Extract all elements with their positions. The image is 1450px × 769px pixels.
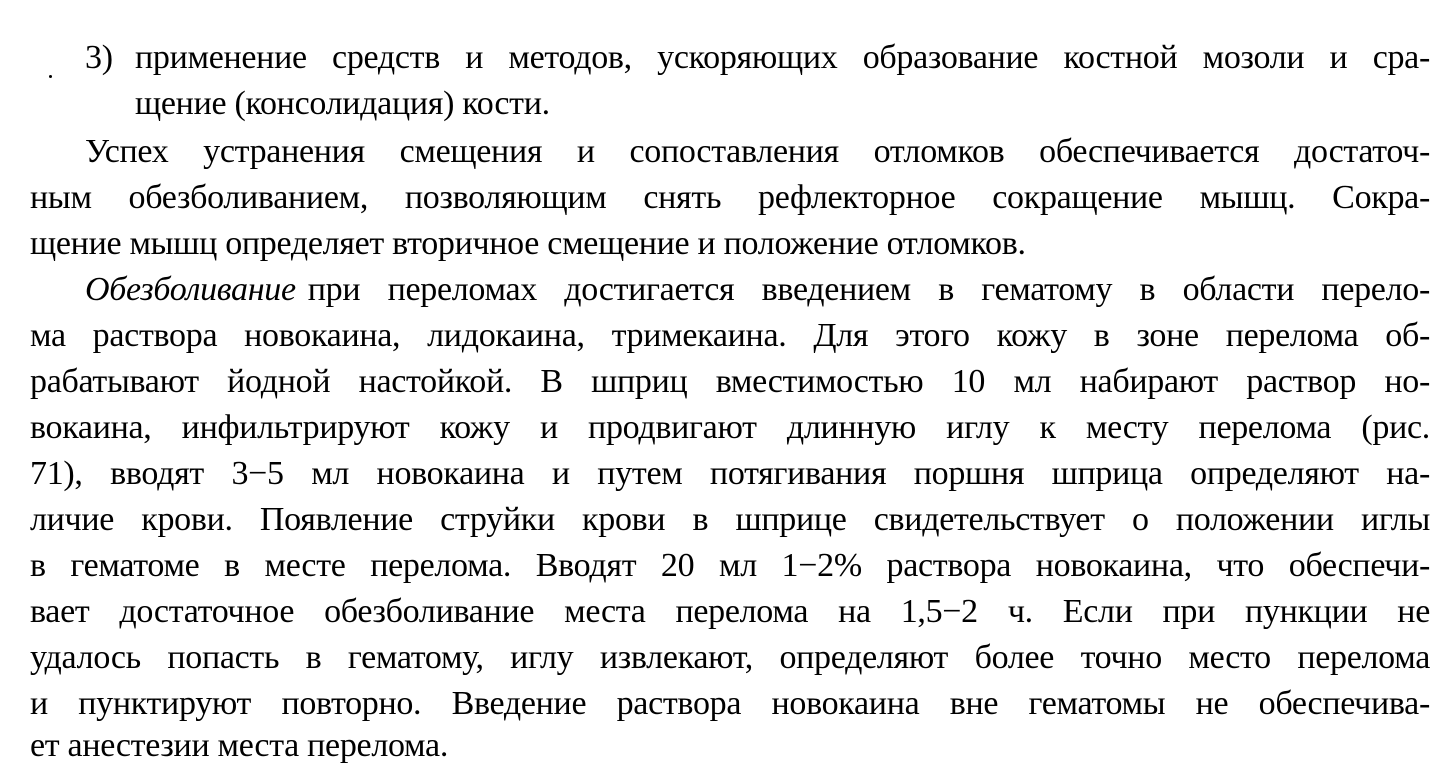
list-item-number: 3) [85, 39, 113, 76]
paragraph-2-line-11: ет анестезии места перелома. [30, 727, 449, 764]
paragraph-2-line-3: рабатывают йодной настойкой. В шприц вместимостью 10 мл набирают раствор но- [30, 363, 1430, 400]
paragraph-2-line-8: вает достаточное обезболивание места перелома на 1,5−2 ч. Если при пункции не [30, 593, 1430, 630]
paragraph-1-line-3: щение мышц определяет вторичное смещение и положение отломков. [30, 225, 1026, 262]
paragraph-2-line-10: и пунктируют повторно. Введение раствора новокаина вне гематомы не обеспечива- [30, 685, 1430, 722]
list-item-line-2: щение (консолидация) кости. [135, 85, 550, 122]
paragraph-2-line-1-text: при переломах достигается введением в гематому в области перело- [307, 271, 1430, 308]
term-anesthesia: Обезболивание [85, 271, 296, 308]
paragraph-2-line-9: удалось попасть в гематому, иглу извлекают, определяют более точно место перелома [30, 639, 1430, 676]
paragraph-1-line-2: ным обезболиванием, позволяющим снять рефлекторное сокращение мышц. Сокра- [30, 179, 1430, 216]
paragraph-1-line-1: Успех устранения смещения и сопоставления отломков обеспечивается достаточ- [85, 133, 1430, 170]
paragraph-2-line-1 [85, 270, 1430, 310]
paragraph-2-line-2: ма раствора новокаина, лидокаина, тримекаина. Для этого кожу в зоне перелома об- [30, 317, 1430, 354]
paragraph-2-line-7: в гематоме в месте перелома. Вводят 20 мл 1−2% раствора новокаина, что обеспечи- [30, 547, 1430, 584]
paragraph-2-line-5: 71), вводят 3−5 мл новокаина и путем потягивания поршня шприца определяют на- [30, 455, 1430, 492]
paragraph-2-line-4: вокаина, инфильтрируют кожу и продвигают длинную иглу к месту перелома (рис. [30, 409, 1430, 446]
list-item-line-1: применение средств и методов, ускоряющих образование костной мозоли и сра- [135, 39, 1430, 76]
scan-speck [49, 75, 52, 78]
paragraph-2-line-6: личие крови. Появление струйки крови в шприце свидетельствует о положении иглы [30, 501, 1430, 538]
